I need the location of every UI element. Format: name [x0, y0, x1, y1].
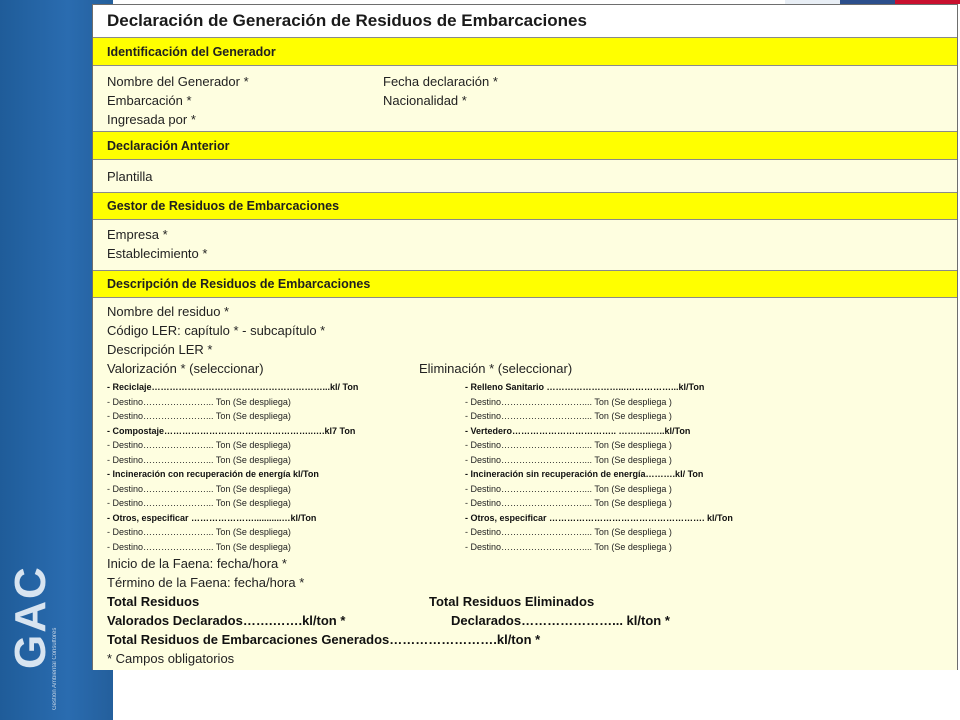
left_lines-option-9[interactable]: - Otros, especificar …………………...........…kl/Ton [107, 512, 317, 523]
section-body-descripcion [93, 298, 957, 670]
field-inicio-faena[interactable]: Inicio de la Faena: fecha/hora * [107, 556, 287, 571]
right_lines-option-11[interactable]: - Destino……………………….... Ton (Se despliega ) [465, 541, 672, 552]
field-valorados-declarados[interactable]: Valorados Declarados…….…….kl/ton * [107, 613, 346, 628]
section-header-descripcion: Descripción de Residuos de Embarcaciones [93, 270, 957, 298]
left_lines-option-11[interactable]: - Destino…………………... Ton (Se despliega) [107, 541, 291, 552]
section-header-anterior: Declaración Anterior [93, 131, 957, 160]
section-body-anterior [93, 160, 957, 192]
form-title: Declaración de Generación de Residuos de Embarcaciones [107, 11, 587, 30]
section-header-gestor: Gestor de Residuos de Embarcaciones [93, 192, 957, 220]
field-declarados[interactable]: Declarados…………………... kl/ton * [451, 613, 670, 628]
field-descripcion-ler[interactable]: Descripción LER * [107, 342, 213, 357]
left_lines-option-1[interactable]: - Destino…………………... Ton (Se despliega) [107, 396, 291, 407]
declaration-form [92, 4, 958, 670]
field-termino-faena[interactable]: Término de la Faena: fecha/hora * [107, 575, 305, 590]
left_lines-option-0[interactable]: - Reciclaje…………………………………………………...kl/ Ton [107, 382, 359, 392]
gac-logo: GAC [6, 565, 55, 669]
field-nacionalidad[interactable]: Nacionalidad * [383, 93, 467, 108]
right_lines-option-5[interactable]: - Destino……………………….... Ton (Se despliega ) [465, 454, 672, 465]
label-total-residuos: Total Residuos [107, 594, 200, 609]
left_lines-option-8[interactable]: - Destino…………………... Ton (Se despliega) [107, 498, 291, 508]
section-body-gestor [93, 220, 957, 270]
field-nombre-generador[interactable]: Nombre del Generador * [107, 74, 249, 89]
note-campos-obligatorios: * Campos obligatorios [107, 651, 235, 666]
right_lines-option-6[interactable]: - Incineración sin recuperación de energía……….kl/ Ton [465, 469, 704, 479]
gac-logo-subtitle: Gestión Ambiental Consultores [52, 627, 58, 710]
label-total-eliminados: Total Residuos Eliminados [429, 594, 595, 609]
field-valorizacion[interactable]: Valorización * (seleccionar) [107, 361, 264, 376]
right_lines-option-4[interactable]: - Destino……………………….... Ton (Se despliega ) [465, 440, 672, 450]
right_lines-option-10[interactable]: - Destino……………………….... Ton (Se despliega ) [465, 527, 672, 537]
field-establecimiento[interactable]: Establecimiento * [107, 246, 208, 261]
left_lines-option-7[interactable]: - Destino…………………... Ton (Se despliega) [107, 483, 291, 494]
right_lines-option-0[interactable]: - Relleno Sanitario ……………………...……………...kl/Ton [465, 382, 705, 392]
section-body-identificacion [93, 66, 957, 131]
field-fecha-declaracion[interactable]: Fecha declaración * [383, 74, 498, 89]
left_lines-option-3[interactable]: - Compostaje…………………………………………..….kl7 Ton [107, 425, 356, 436]
field-nombre-residuo[interactable]: Nombre del residuo * [107, 304, 230, 319]
right_lines-option-3[interactable]: - Vertedero…………………………….. ………..…..kl/Ton [465, 425, 691, 436]
right_lines-option-2[interactable]: - Destino……………………….... Ton (Se despliega ) [465, 411, 672, 421]
field-codigo-ler[interactable]: Código LER: capítulo * - subcapítulo * [107, 323, 326, 338]
field-total-generados[interactable]: Total Residuos de Embarcaciones Generados…………………….kl/ton * [107, 632, 541, 647]
field-embarcacion[interactable]: Embarcación * [107, 93, 192, 108]
right_lines-option-7[interactable]: - Destino……………………….... Ton (Se despliega ) [465, 483, 672, 494]
left_lines-option-10[interactable]: - Destino…………………... Ton (Se despliega) [107, 527, 291, 537]
left_lines-option-6[interactable]: - Incineración con recuperación de energía kl/Ton [107, 469, 319, 479]
section-header-identificacion: Identificación del Generador [93, 37, 957, 66]
field-eliminacion[interactable]: Eliminación * (seleccionar) [419, 361, 573, 376]
right_lines-option-9[interactable]: - Otros, especificar ……………………………………………. kl/Ton [465, 512, 733, 523]
field-plantilla[interactable]: Plantilla [107, 169, 153, 184]
field-ingresada-por[interactable]: Ingresada por * [107, 112, 196, 127]
field-empresa[interactable]: Empresa * [107, 227, 168, 242]
left_lines-option-4[interactable]: - Destino…………………... Ton (Se despliega) [107, 440, 291, 450]
right_lines-option-1[interactable]: - Destino……………………….... Ton (Se despliega ) [465, 396, 672, 407]
left_lines-option-5[interactable]: - Destino…………………... Ton (Se despliega) [107, 454, 291, 465]
left_lines-option-2[interactable]: - Destino…………………... Ton (Se despliega) [107, 411, 291, 421]
right_lines-option-8[interactable]: - Destino……………………….... Ton (Se despliega ) [465, 498, 672, 508]
